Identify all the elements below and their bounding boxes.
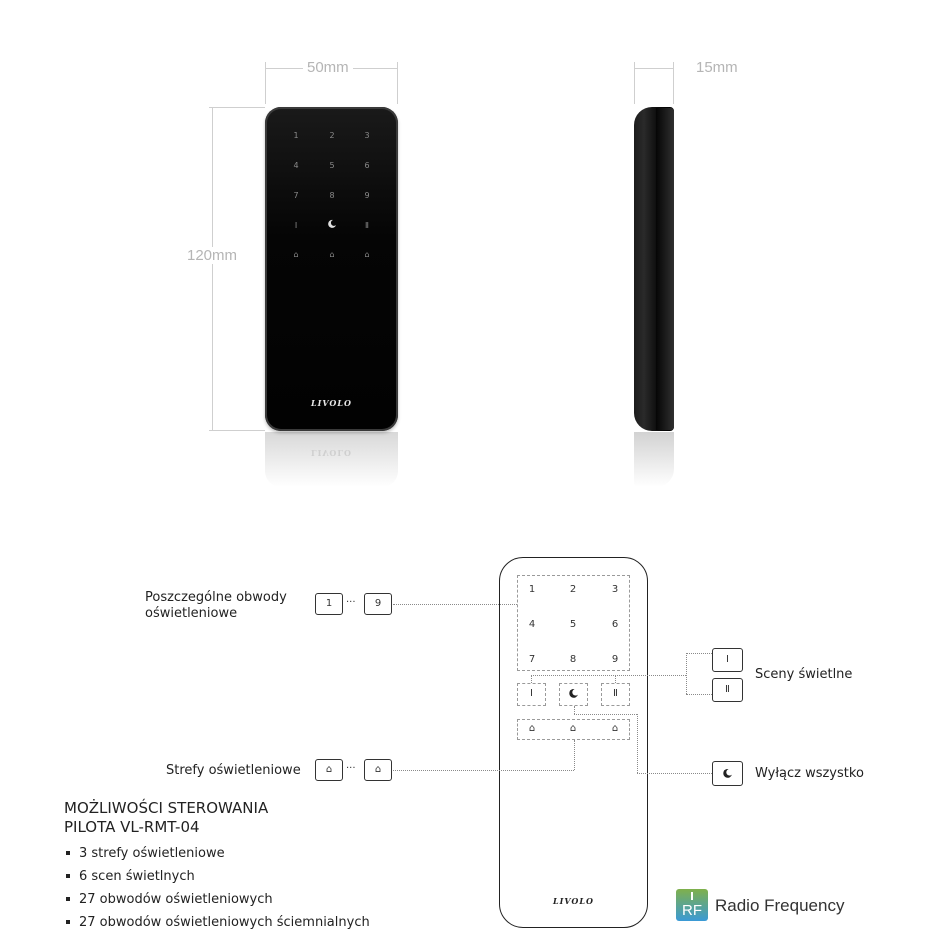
off-all-leader-vertical xyxy=(637,714,638,773)
scene-2-button: Ⅱ xyxy=(712,678,743,702)
zone-last-button: ⌂ xyxy=(364,759,392,781)
photo-key-4: 4 xyxy=(293,161,299,170)
feature-item xyxy=(66,869,195,884)
features-title-line2: PILOTA VL-RMT-04 xyxy=(64,818,200,836)
diagram-key-3: 3 xyxy=(611,584,619,595)
diagram-key-2: 2 xyxy=(569,584,577,595)
height-dimension-line xyxy=(212,107,213,431)
remote-side-reflection xyxy=(634,432,674,487)
diagram-key-7: 7 xyxy=(528,654,536,665)
photo-key-7: 7 xyxy=(293,191,299,200)
height-extension-top xyxy=(209,107,265,108)
diagram-brand-logo: LIVOLO xyxy=(553,896,594,906)
scenes-leader-drop-left xyxy=(531,675,532,683)
bullet xyxy=(66,897,70,901)
off-all-leader-line xyxy=(637,773,712,774)
scenes-leader-top xyxy=(686,653,712,654)
feature-item xyxy=(66,846,225,861)
remote-front-photo xyxy=(265,107,398,431)
antenna-icon xyxy=(691,892,693,900)
feature-text: 3 strefy oświetleniowe xyxy=(79,846,225,861)
zones-leader-line xyxy=(393,770,574,771)
off-all-leader-top xyxy=(574,714,637,715)
circuit-last-button: 9 xyxy=(364,593,392,615)
feature-item xyxy=(66,892,273,907)
feature-text: 27 obwodów oświetleniowych xyxy=(79,892,273,907)
photo-key-6: 6 xyxy=(364,161,370,170)
diagram-scene-2-key: Ⅱ xyxy=(613,688,618,699)
scene-1-button: Ⅰ xyxy=(712,648,743,672)
photo-scene-2-key: Ⅱ xyxy=(365,221,369,230)
diagram-zone-3-icon: ⌂ xyxy=(611,723,619,734)
feature-text: 27 obwodów oświetleniowych ściemnialnych xyxy=(79,915,370,930)
photo-scene-1-key: Ⅰ xyxy=(294,221,298,230)
scenes-leader-to-remote xyxy=(531,675,686,676)
circuits-label-line1: Poszczególne obwody xyxy=(145,590,287,605)
photo-moon-icon xyxy=(317,219,347,231)
depth-dimension-line xyxy=(634,68,674,69)
photo-zone-1-icon: ⌂ xyxy=(293,250,299,259)
width-label: 50mm xyxy=(303,59,353,76)
bullet xyxy=(66,851,70,855)
rf-badge-abbr: RF xyxy=(682,902,702,919)
photo-zone-3-icon: ⌂ xyxy=(364,250,370,259)
circuits-leader-line xyxy=(393,604,517,605)
diagram-key-1: 1 xyxy=(528,584,536,595)
height-label: 120mm xyxy=(183,247,241,264)
circuit-first-button: 1 xyxy=(315,593,343,615)
diagram-zone-2-icon: ⌂ xyxy=(569,723,577,734)
photo-key-5: 5 xyxy=(329,161,335,170)
zones-label: Strefy oświetleniowe xyxy=(166,763,301,778)
diagram-zone-1-icon: ⌂ xyxy=(528,723,536,734)
scenes-leader-bottom xyxy=(686,694,712,695)
circuit-ellipsis: ··· xyxy=(346,597,356,608)
reflection-brand-logo: LIVOLO xyxy=(311,448,352,458)
photo-key-2: 2 xyxy=(329,131,335,140)
diagram-key-9: 9 xyxy=(611,654,619,665)
scenes-leader-vertical xyxy=(686,653,687,694)
remote-front-reflection xyxy=(265,432,398,487)
diagram-key-5: 5 xyxy=(569,619,577,630)
photo-brand-logo: LIVOLO xyxy=(311,398,352,408)
height-extension-bottom xyxy=(209,430,265,431)
photo-key-8: 8 xyxy=(329,191,335,200)
depth-label: 15mm xyxy=(692,59,742,76)
diagram-moon-icon xyxy=(559,688,588,702)
features-title-line1: MOŻLIWOŚCI STEROWANIA xyxy=(64,799,269,817)
feature-text: 6 scen świetlnych xyxy=(79,869,195,884)
diagram-key-8: 8 xyxy=(569,654,577,665)
zones-leader-vertical xyxy=(574,740,575,770)
photo-key-1: 1 xyxy=(293,131,299,140)
scenes-leader-drop-right xyxy=(615,675,616,683)
remote-side-edge xyxy=(656,108,674,430)
bullet xyxy=(66,874,70,878)
photo-zone-2-icon: ⌂ xyxy=(329,250,335,259)
off-all-leader-drop xyxy=(574,706,575,714)
off-all-button xyxy=(712,761,743,786)
off-all-label: Wyłącz wszystko xyxy=(755,766,864,781)
circuits-label-line2: oświetleniowe xyxy=(145,606,238,621)
photo-key-3: 3 xyxy=(364,131,370,140)
diagram-scene-1-key: Ⅰ xyxy=(530,688,533,699)
zone-first-button: ⌂ xyxy=(315,759,343,781)
diagram-key-6: 6 xyxy=(611,619,619,630)
rf-label: Radio Frequency xyxy=(715,896,845,915)
zone-ellipsis: ··· xyxy=(346,763,356,774)
feature-item xyxy=(66,915,370,930)
diagram-key-4: 4 xyxy=(528,619,536,630)
rf-badge-icon xyxy=(676,889,708,921)
scenes-label: Sceny świetlne xyxy=(755,667,853,682)
features-title xyxy=(64,799,268,837)
photo-key-9: 9 xyxy=(364,191,370,200)
bullet xyxy=(66,920,70,924)
